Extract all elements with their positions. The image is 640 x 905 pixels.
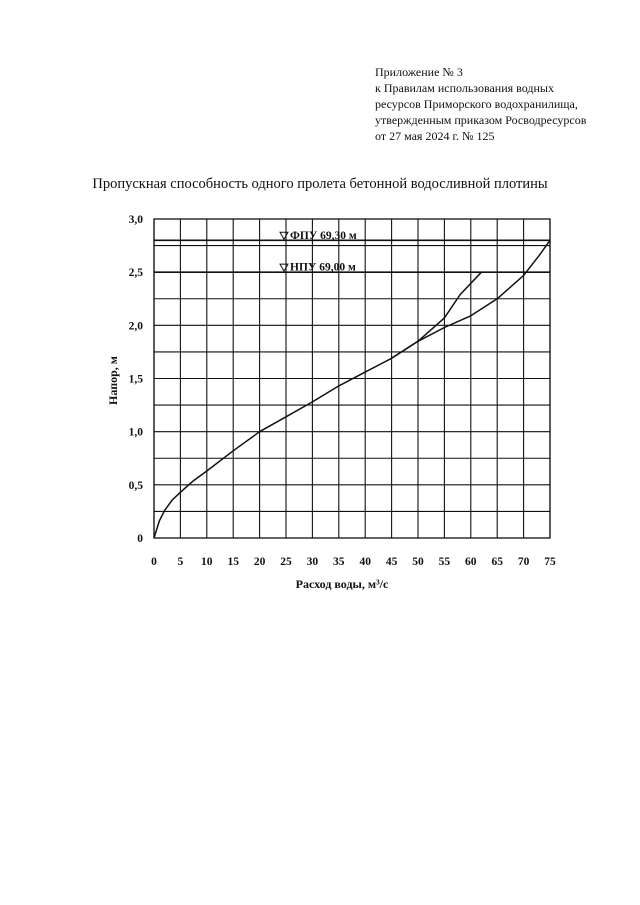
y-tick-label: 1,0 [128,426,143,439]
appendix-line: Приложение № 3 [375,65,463,79]
x-tick-label: 65 [491,556,503,568]
y-tick-label: 0 [137,533,143,545]
x-tick-label: 35 [333,556,345,568]
x-tick-label: 45 [385,556,398,568]
x-tick-label: 25 [280,556,292,568]
x-tick-label: 20 [253,556,266,568]
y-tick-label: 1,5 [128,373,143,386]
x-tick-label: 75 [544,556,556,568]
appendix-line: к Правилам использования водных [375,81,554,95]
y-axis-label: Напор, м [106,356,120,405]
x-tick-label: 0 [151,556,157,568]
y-tick-label: 3,0 [128,214,143,226]
level-triangle-icon [280,232,288,239]
x-tick-label: 50 [412,556,424,568]
x-tick-label: 30 [306,556,319,568]
page-title: Пропускная способность одного пролета бетонной водосливной плотины [92,176,548,192]
appendix-line: утвержденным приказом Росводресурсов [375,113,587,127]
x-tick-label: 10 [201,556,213,568]
x-tick-label: 55 [438,556,451,568]
y-tick-label: 2,5 [128,267,143,280]
reference-line-label: ФПУ 69,30 м [290,229,357,242]
x-axis-label: Расход воды, м³/с [295,577,389,591]
appendix-line: от 27 мая 2024 г. № 125 [375,129,495,143]
x-tick-label: 5 [177,556,184,568]
x-tick-label: 60 [465,556,477,568]
x-tick-label: 70 [517,556,530,568]
x-tick-label: 15 [227,556,239,568]
appendix-line: ресурсов Приморского водохранилища, [375,97,578,111]
level-triangle-icon [280,264,288,271]
y-tick-label: 0,5 [128,479,143,492]
reference-line-label: НПУ 69,00 м [290,261,356,274]
y-tick-label: 2,0 [128,320,143,333]
x-tick-label: 40 [359,556,371,568]
